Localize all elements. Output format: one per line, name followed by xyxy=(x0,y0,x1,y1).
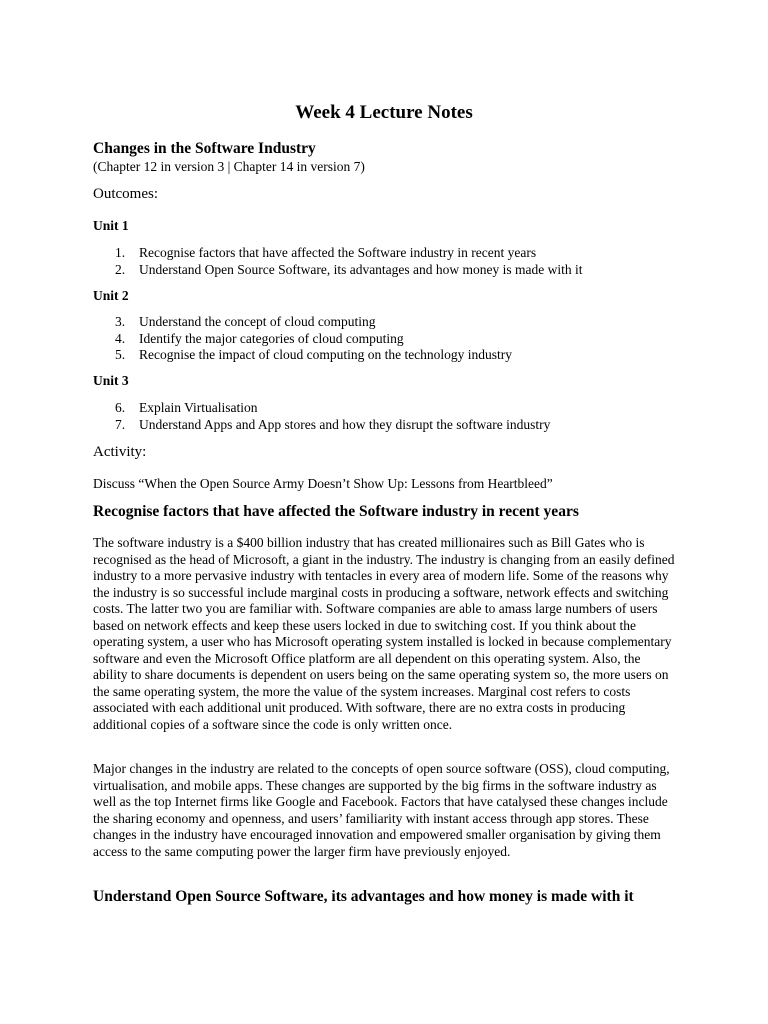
list-item-text: Understand the concept of cloud computing xyxy=(139,314,376,329)
unit-3-outcomes-list xyxy=(93,400,675,433)
section-heading: Changes in the Software Industry xyxy=(93,140,316,157)
list-item-text: Understand Open Source Software, its advantages and how money is made with it xyxy=(139,261,583,277)
page-title: Week 4 Lecture Notes xyxy=(295,102,473,123)
unit-3-label: Unit 3 xyxy=(93,373,129,388)
section-subheading: (Chapter 12 in version 3 | Chapter 14 in version 7) xyxy=(93,159,365,174)
activity-label: Activity: xyxy=(93,444,147,460)
list-item xyxy=(93,262,675,279)
outcomes-label: Outcomes: xyxy=(93,186,158,202)
unit-2-label: Unit 2 xyxy=(93,288,129,303)
list-item-text: Recognise factors that have affected the Software industry in recent years xyxy=(139,245,537,260)
paragraph-software-industry: The software industry is a $400 billion industry that has created millionaires such as Bill Gates who is recognised as the head of Microsoft, a giant in the industry. The industry is changing from an easily defined industry to a more pervasive industry with tentacles in every area of modern life. Some of the reasons why the industry is so successful include marginal costs in producing a software, network effects and switching costs. The latter two you are familiar with. Software companies are able to amass large numbers of users based on network effects and keep these users locked in due to switching cost. If you think about the operating system, a user who has Microsoft operating system installed is locked in because complementary software and even the Microsoft Office platform are all dependent on this operating system. Also, the ability to share documents is dependent on users being on the same operating system so, the more users on the same operating system, the more the value of the system increases. Marginal cost refers to costs associated with each additional unit produced. With software, there are no extra costs in producing additional copies of a software since the code is only written once. xyxy=(93,535,675,732)
unit-2-outcomes-list xyxy=(93,314,675,364)
list-number: 2. xyxy=(115,261,126,277)
list-item xyxy=(93,314,675,331)
list-item-text: Explain Virtualisation xyxy=(139,400,258,415)
list-number: 5. xyxy=(115,347,126,362)
list-number: 3. xyxy=(115,314,126,329)
list-number: 4. xyxy=(115,330,126,346)
list-item-text: Recognise the impact of cloud computing on the technology industry xyxy=(139,347,513,362)
unit-1-label: Unit 1 xyxy=(93,218,129,233)
section-heading-open-source: Understand Open Source Software, its advantages and how money is made with it xyxy=(93,888,634,905)
list-item-text: Identify the major categories of cloud computing xyxy=(139,330,404,346)
section-heading-factors: Recognise factors that have affected the Software industry in recent years xyxy=(93,503,579,520)
list-number: 7. xyxy=(115,416,126,432)
list-item xyxy=(93,331,675,348)
list-item xyxy=(93,417,675,434)
list-number: 1. xyxy=(115,245,126,260)
unit-1-outcomes-list xyxy=(93,245,675,278)
activity-text: Discuss “When the Open Source Army Doesn’t Show Up: Lessons from Heartbleed” xyxy=(93,476,553,491)
list-item xyxy=(93,400,675,417)
list-item xyxy=(93,245,675,262)
list-item-text: Understand Apps and App stores and how they disrupt the software industry xyxy=(139,416,551,432)
paragraph-major-changes: Major changes in the industry are related to the concepts of open source software (OSS), cloud computing, virtualisation, and mobile apps. These changes are supported by the big firms in the software industry as well as the top Internet firms like Google and Facebook. Factors that have catalysed these changes include the sharing economy and openness, and users’ familiarity with instant access through app stores. These changes in the industry have encouraged innovation and empowered smaller organisation by giving them access to the same computing power the larger firm have previously enjoyed. xyxy=(93,761,670,859)
list-number: 6. xyxy=(115,400,126,415)
list-item xyxy=(93,347,675,364)
